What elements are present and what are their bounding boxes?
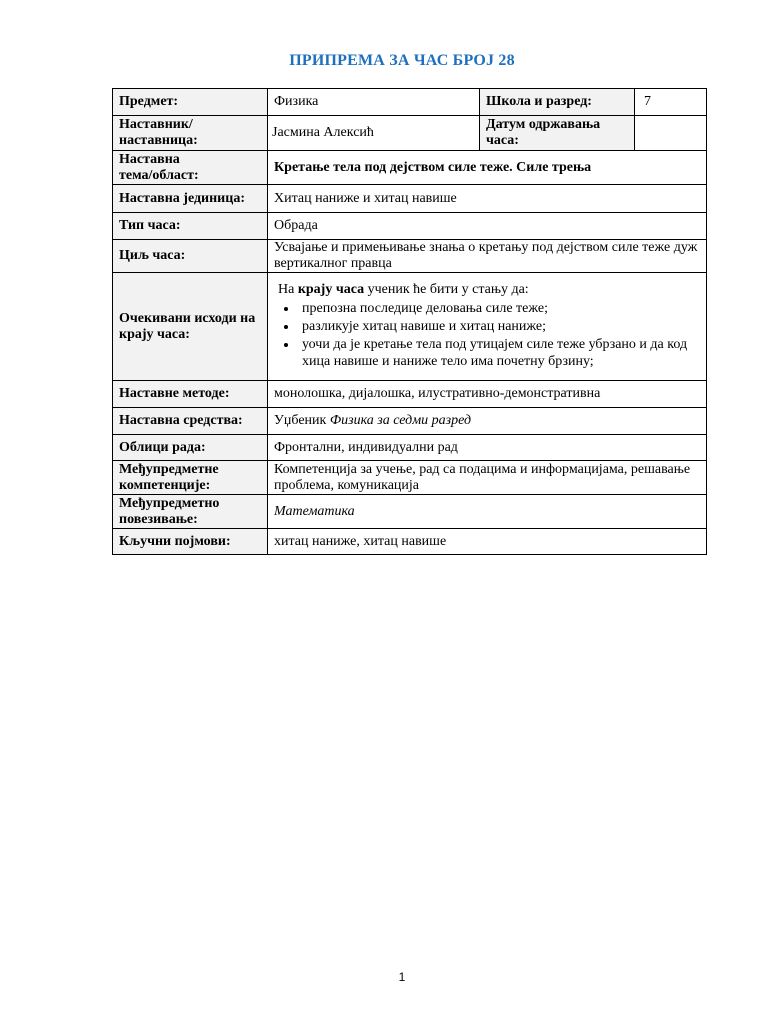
date-label xyxy=(480,116,635,151)
topic-label xyxy=(113,151,268,185)
row-goal xyxy=(113,240,707,273)
topic-value: Кретање тела под дејством силе теже. Силе трења xyxy=(268,151,707,185)
lesson-type-value: Обрада xyxy=(268,213,707,240)
outcomes-value xyxy=(268,273,707,381)
teacher-value: Јасмина Алексић xyxy=(268,116,480,151)
unit-label: Наставна јединица: xyxy=(113,185,268,213)
goal-label: Циљ часа: xyxy=(113,240,268,273)
list-item: • разликује хитац навише и хитац наниже; xyxy=(298,318,704,335)
work-forms-value: Фронтални, индивидуални рад xyxy=(268,435,707,461)
outcomes-intro-suffix: ученик ће бити у стању да: xyxy=(364,282,529,297)
row-outcomes xyxy=(113,273,707,381)
subject-label: Предмет: xyxy=(113,89,268,116)
row-cross-competences xyxy=(113,461,707,495)
row-work-forms xyxy=(113,435,707,461)
teacher-label xyxy=(113,116,268,151)
key-terms-label: Кључни појмови: xyxy=(113,529,268,555)
resources-label: Наставна средства: xyxy=(113,408,268,435)
row-topic xyxy=(113,151,707,185)
outcomes-intro xyxy=(278,282,704,298)
cross-links-label-line2: повезивање: xyxy=(119,511,198,527)
resources-value-prefix: Уџбеник xyxy=(274,413,330,428)
row-methods xyxy=(113,381,707,408)
list-item: • уочи да је кретање тела под утицајем силе теже убрзано и да код хица навише и наниже тело има почетну брзину; xyxy=(298,336,704,370)
date-label-line1: Датум одржавања xyxy=(486,117,601,132)
row-teacher xyxy=(113,116,707,151)
teacher-label-line2: наставница: xyxy=(119,133,198,148)
date-label-line2: часа: xyxy=(486,133,519,148)
row-subject xyxy=(113,89,707,116)
outcomes-label: Очекивани исходи на крају часа: xyxy=(113,273,268,381)
cross-competences-label-line2: компетенције: xyxy=(119,477,211,493)
page-number: 1 xyxy=(398,970,406,984)
cross-competences-label xyxy=(113,461,268,495)
row-cross-links xyxy=(113,495,707,529)
page-title: ПРИПРЕМА ЗА ЧАС БРОЈ 28 xyxy=(289,52,515,69)
list-item: • препозна последице деловања силе теже; xyxy=(298,300,704,317)
cross-competences-label-line1: Међупредметне xyxy=(119,461,219,477)
methods-value: монолошка, дијалошка, илустративно-демонстративна xyxy=(268,381,707,408)
outcomes-intro-prefix: На xyxy=(278,282,298,297)
cross-links-value: Математика xyxy=(268,495,707,529)
school-grade-value: 7 xyxy=(635,89,707,116)
cross-competences-value: Компетенција за учење, рад са подацима и информацијама, решавање проблема, комуникација xyxy=(268,461,707,495)
row-lesson-type xyxy=(113,213,707,240)
cross-links-label-line1: Међупредметно xyxy=(119,495,220,511)
date-value xyxy=(635,116,707,151)
outcomes-list xyxy=(278,300,704,370)
unit-value: Хитац наниже и хитац навише xyxy=(268,185,707,213)
outcomes-intro-bold: крају часа xyxy=(297,282,365,297)
school-grade-label: Школа и разред: xyxy=(480,89,635,116)
methods-label: Наставне методе: xyxy=(113,381,268,408)
goal-value: Усвајање и примењивање знања о кретању под дејством силе теже дуж вертикалног правца xyxy=(268,240,707,273)
topic-label-line1: Наставна xyxy=(119,151,180,167)
row-unit xyxy=(113,185,707,213)
work-forms-label: Облици рада: xyxy=(113,435,268,461)
subject-value: Физика xyxy=(268,89,480,116)
topic-label-line2: тема/област: xyxy=(119,167,199,183)
resources-value xyxy=(268,408,707,435)
cross-links-label xyxy=(113,495,268,529)
key-terms-value: хитац наниже, хитац навише xyxy=(268,529,707,555)
row-key-terms xyxy=(113,529,707,555)
lesson-type-label: Тип часа: xyxy=(113,213,268,240)
teacher-label-line1: Наставник/ xyxy=(119,117,193,132)
row-resources xyxy=(113,408,707,435)
lesson-plan-table xyxy=(112,88,707,555)
resources-value-italic: Физика за седми разред xyxy=(329,413,472,428)
